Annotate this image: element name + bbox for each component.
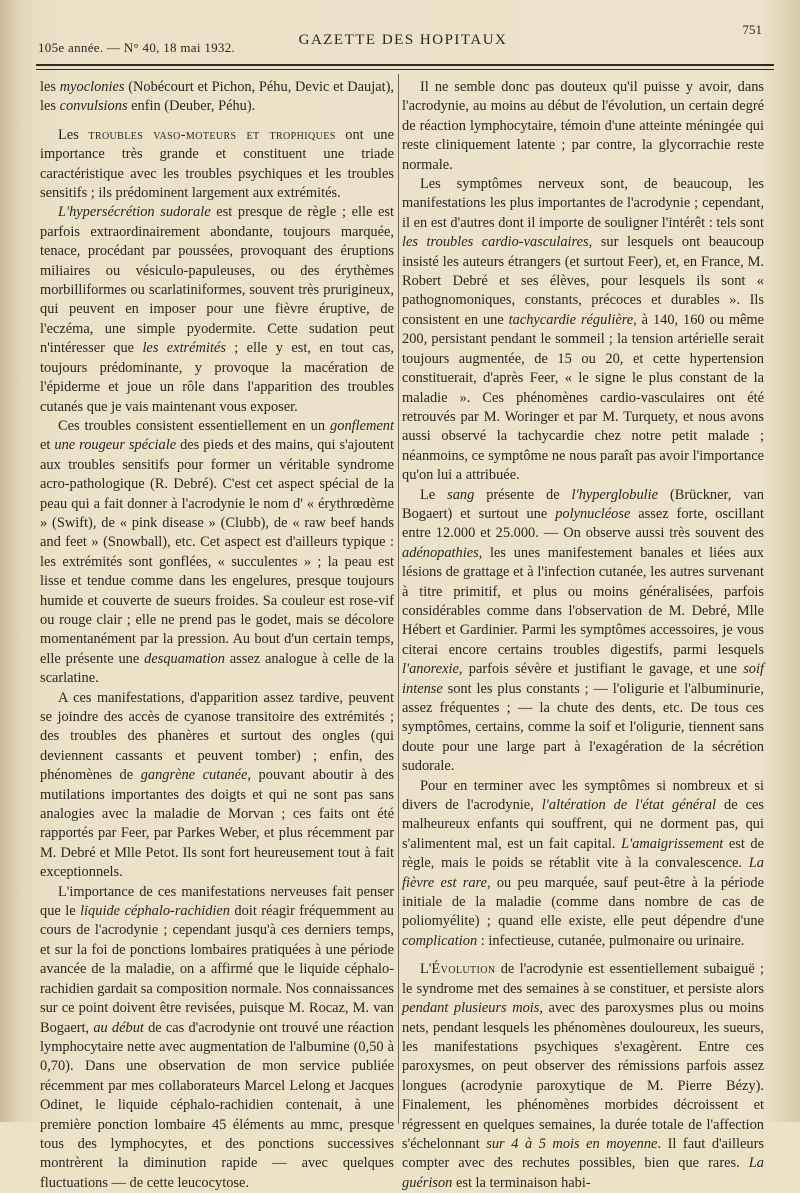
paragraph: Les troubles vaso-moteurs et trophiques ont une importance très grande et constituent une triade caractéristique avec les troubles psychiques et les troubles sensitifs ; ils prédominent largement aux extrémités.	[40, 126, 394, 202]
header-rule-thin	[36, 69, 774, 70]
paragraph: A ces manifestations, d'apparition assez tardive, peuvent se joindre des accès de cyanose transitoire des extrémités ; des troubles des phanères et surtout des ongles (qui deviennent cassants et peuvent tomber) ; enfin, des phénomènes de gangrène cutanée, pouvant aboutir à des mutilations importantes des doigts et qui ne sont pas sans analogies avec la maladie de Morvan ; ces faits ont été rapportés par Feer, par Parkes Weber, et plus récemment par M. Debré et Mlle Petot. Ils sont fort heureusement tout à fait exceptionnels.	[40, 689, 394, 881]
section-heading-small-caps: troubles vaso-moteurs et trophiques	[88, 126, 336, 143]
left-column	[40, 78, 395, 1191]
page-number: 751	[742, 22, 762, 37]
paragraph: Il ne semble donc pas douteux qu'il puisse y avoir, dans l'acrodynie, au moins au début de l'évolution, un certain degré de réaction lymphocytaire, témoin d'une atteinte méningée qui reste cliniquement latente ; par contre, la glycorrachie reste normale.	[402, 79, 764, 173]
paragraph: L'Évolution de l'acrodynie est essentiellement subaiguë ; le syndrome met des semaines à se constituer, et persiste alors pendant plusieurs mois, avec des paroxysmes plus ou moins nets, pendant lesquels les phénomènes douloureux, les sueurs, les manifestations psychiques s'exagèrent. Entre ces paroxysmes, on peut observer des rémissions parfois assez longues (acrodynie paroxytique de M. Pierre Bézy). Finalement, les phénomènes morbides décroissent et régressent en quelques semaines, la durée totale de l'affection s'échelonnant sur 4 à 5 mois en moyenne. Il faut d'ailleurs compter avec des rechutes possibles, bien que rares. La guérison est la terminaison habi-	[402, 961, 765, 1191]
page-header	[36, 18, 770, 66]
right-column	[402, 78, 765, 1191]
year-label: 105e année.	[38, 40, 104, 55]
paragraph: les myoclonies (Nobécourt et Pichon, Péhu, Devic et Daujat), les convulsions enfin (Deuber, Péhu).	[40, 79, 395, 115]
paragraph: Les symptômes nerveux sont, de beaucoup, les manifestations les plus importantes de l'acrodynie ; cependant, il en est d'autres dont il importe de souligner l'intérêt : tels sont les troubles cardio-vasculaires, sur lesquels ont beaucoup insisté les auteurs étrangers (et surtout Feer), et, en France, M. Robert Debré et ses élèves, pour lesquels ils sont « pathognomoniques, constants, précoces et durables ». Ils consistent en une tachycardie régulière, à 140, 160 ou même 200, persistant pendant le sommeil ; la tension artérielle serait toujours augmentée, de 15 ou 20, et cette hypertension constituerait, d'après Feer, « le signe le plus constant de la maladie ». Ces phénomènes cardio-vasculaires ont été retrouvés par M. Woringer et par M. Turquety, et nous avons aussi observé la tachycardie chez notre petit malade ; néanmoins, ce symptôme ne nous paraît pas avoir l'importance qu'on lui a attribuée.	[402, 176, 764, 484]
paragraph: L'importance de ces manifestations nerveuses fait penser que le liquide céphalo-rachidien doit réagir fréquemment au cours de l'acrodynie ; cependant jusqu'à ces derniers temps, et sur la foi de ponctions lombaires pratiquées à une période avancée de la maladie, on a affirmé que le liquide céphalo-rachidien gardait sa composition normale. Nos connaissances sur ce point doivent être revisées, puisque M. Rocaz, M. van Bogaert, au début de cas d'acrodynie ont trouvé une réaction lymphocytaire nette avec augmentation de l'albumine (0,50 à 0,70). Dans une observation de mon service publiée récemment par mes collaborateurs Marcel Lelong et Jacques Odinet, le liquide céphalo-rachidien contenait, à une première ponction lombaire 45 éléments au mmc, presque tous des lymphocytes, et des ponctions successives montrèrent la diminution rapide — avec quelques fluctuations — de cette leucocytose.	[40, 883, 394, 1191]
paragraph: Le sang présente de l'hyperglobulie (Brückner, van Bogaert) et surtout une polynucléose assez forte, oscillant entre 12.000 et 25.000. — On observe aussi très souvent des adénopathies, les unes manifestement banales et liées aux lésions de grattage et à l'infection cutanée, les autres survenant à titre primitif, et plus ou moins généralisées, parfois considérables comme dans l'observation de M. Debré, Mlle Hébert et Gardinier. Parmi les symptômes accessoires, je vous citerai encore certains troubles digestifs, parmi lesquels l'anorexie, parfois sévère et justifiant le gavage, et une soif intense sont les plus constants ; — l'oligurie et l'albuminurie, assez fréquentes ; — la chute des dents, etc. De tous ces symptômes, certains, comme la soif et l'oligurie, tiennent sans doute pour une large part à l'exagération de la sécrétion sudorale.	[402, 486, 764, 775]
paragraph: Ces troubles consistent essentiellement en un gonflement et une rougeur spéciale des pieds et des mains, qui s'ajoutent aux troubles sensitifs pour former un véritable syndrome acro-pathologique (R. Debré). C'est cet aspect spécial de la peau qui a fait donner à l'acrodynie le nom d' « érythrœdème » (Swift), de « pink disease » (Clubb), de « raw beef hands and feet » (Snowball), etc. Cet aspect est d'ailleurs typique : les extrémités sont gonflées, « succulentes » ; la peau est lisse et tendue comme dans les engelures, presque toujours humide et couverte de sueurs froides. Sa couleur est rose-vif ou rouge clair ; elle ne prend pas le godet, mais se décolore momentanément par la pression. Au bout d'un certain temps, elle présente une desquamation assez analogue à celle de la scarlatine.	[40, 417, 394, 687]
issue-number-date: — N° 40, 18 mai 1932.	[106, 40, 236, 55]
column-divider	[398, 74, 399, 1124]
section-heading-small-caps: Évolution	[431, 961, 496, 978]
journal-title: GAZETTE DES HOPITAUX	[298, 32, 508, 48]
paragraph: Pour en terminer avec les symptômes si nombreux et si divers de l'acrodynie, l'altération de l'état général de ces malheureux enfants qui souffrent, qui ne dorment pas, qui s'alimentent mal, est un fait capital. L'amaigrissement est de règle, mais le poids se rétablit vite à la convalescence. La fièvre est rare, ou peu marquée, sauf peut-être à la période initiale de la maladie (comme dans nombre de cas de poliomyélite) ; quand elle existe, elle peut dépendre d'une complication : infectieuse, cutanée, pulmonaire ou urinaire.	[402, 777, 765, 949]
header-rule-thick	[36, 64, 774, 66]
paragraph: L'hypersécrétion sudorale est presque de règle ; elle est parfois extraordinairement abondante, toujours marquée, tenace, procédant par poussées, provoquant des éruptions miliaires ou vésiculo-papuleuses, ou des érythèmes morbilliformes ou scarlatiniformes, souvent très prurigineux, qui peuvent en imposer pour une fièvre éruptive, de l'eczéma, une simple pyodermite. Cette sudation peut n'intéresser que les extrémités ; elle y est, en tout cas, toujours prédominante, y provoque la macération de l'épiderme et joue un rôle dans l'apparition des troubles cutanés que je vais maintenant vous exposer.	[40, 204, 395, 415]
